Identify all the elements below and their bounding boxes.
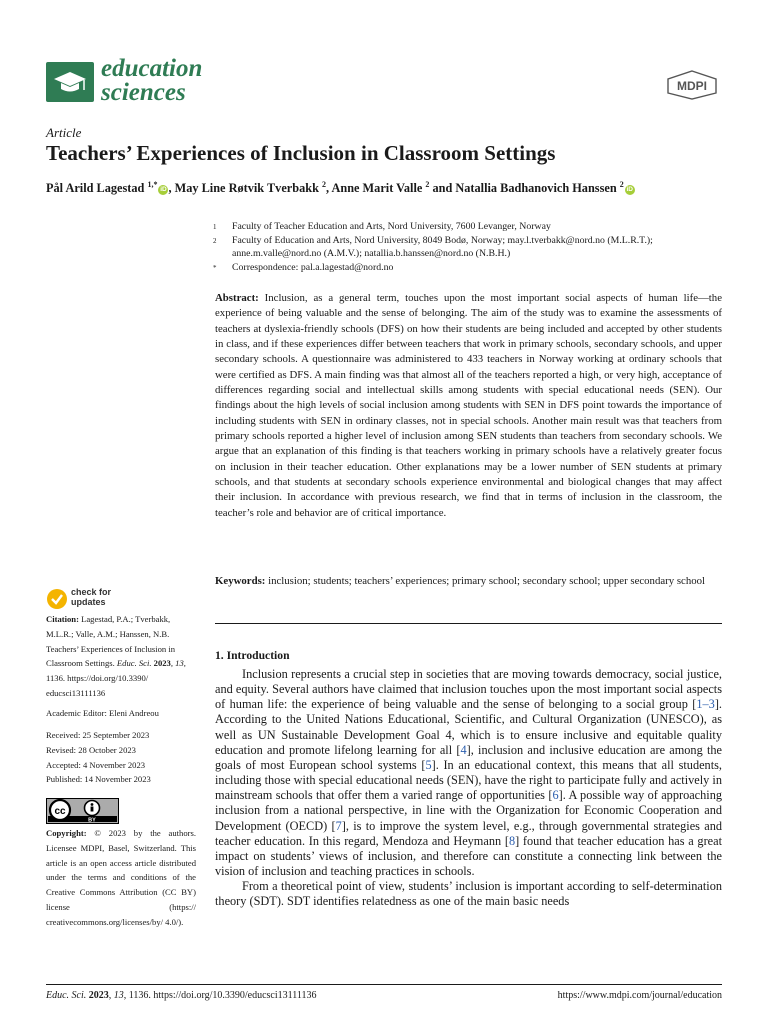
footer-journal: Educ. Sci. — [46, 990, 87, 1001]
reference-dash: – — [702, 697, 709, 712]
correspondence-mark: * — [213, 264, 217, 272]
paragraph-text: ], inclusion and inclusive education are among the goals of most European school systems [ — [215, 742, 722, 772]
revised-date: Revised: 28 October 2023 — [46, 744, 136, 755]
mdpi-logo-text: MDPI — [677, 79, 707, 93]
publication-dates — [46, 728, 196, 787]
author-affiliation-mark: 1,* — [147, 180, 158, 189]
keywords-label: Keywords: — [215, 575, 266, 587]
copyright-label: Copyright: — [46, 828, 87, 838]
correspondence — [215, 262, 725, 275]
author-name[interactable]: Anne Marit Valle — [331, 181, 423, 196]
section-divider — [215, 623, 722, 624]
check-for-updates-line2: updates — [71, 596, 106, 607]
author-affiliation-mark: 2 — [619, 180, 624, 189]
author-list — [46, 180, 635, 196]
author-affiliation-mark: 2 — [425, 180, 430, 189]
abstract-text: Inclusion, as a general term, touches upon the most important social aspects of human life—the experience of being valuable and the sense of belonging. The aim of the study was to examine the assessments of teachers at dyslexia-friendly schools (DFS) on how their students are being included and accepted by other students in class, and if these experiences differ between teachers that work in primary schools, secondary schools, and upper secondary schools. A questionnaire was administered to 433 teachers in Norway working at ordinary schools that were certified as DFS. A main finding was that almost all of the teachers reported a high, or very high, acceptance of differences regarding social and intellectual skills among students with special educational needs (SEN). Our findings about the high levels of social inclusion among students with SEN in DFS point towards the importance of including students with SEN in ordinary classes, not in special schools. Another main result was that teachers from primary schools reported a higher level of inclusion among SEN students than teachers from secondary schools. We argue that an explanation of this finding is that teachers working in primary schools have a relatively greater focus on inclusion in their teacher education. Other explanations may be a lower number of SEN students at primary schools, and that students at secondary schools experience environmental and biological changes that may affect their inclusion. In accordance with previous research, we find that in terms of inclusion in the classroom, the teacher’s role and behavior are of critical importance. — [215, 292, 722, 519]
author-name[interactable]: May Line Røtvik Tverbakk — [174, 181, 319, 196]
academic-editor: Academic Editor: Eleni Andreou — [46, 708, 159, 718]
orcid-icon[interactable]: iD — [626, 186, 633, 194]
introduction-body — [215, 667, 722, 910]
article-type: Article — [46, 125, 82, 140]
reference-link[interactable]: 8 — [508, 833, 516, 848]
footer-volume: , 13 — [108, 990, 124, 1001]
reference-link[interactable]: 5 — [425, 757, 432, 772]
footer-divider — [46, 984, 722, 985]
affiliation-text: Faculty of Teacher Education and Arts, Nord University, 7600 Levanger, Norway — [232, 221, 551, 232]
footer-year: 2023 — [86, 990, 109, 1001]
affiliation-number: 1 — [213, 223, 217, 231]
paragraph-text: ], is to improve the system level, e.g., through governmental strategies and teacher education. In this regard, Mendoza and Heymann [ — [215, 818, 722, 848]
accepted-date: Accepted: 4 November 2023 — [46, 759, 146, 770]
citation-year: 2023 — [151, 658, 171, 669]
journal-logo-icon — [46, 62, 94, 102]
paragraph-text: Inclusion represents a crucial step in societies that are moving towards democracy, social justice, and equity. Several authors have claimed that inclusion touches upon the most important social aspects of human life: the experience of being valuable and the sense of belonging to a social group [ — [215, 667, 722, 712]
author-affiliation-mark: 2 — [321, 180, 326, 189]
citation-label: Citation: — [46, 614, 79, 624]
citation-volume: , 13 — [170, 658, 184, 669]
author-separator: and — [429, 181, 456, 196]
by-icon-text: BY — [88, 817, 96, 824]
keywords-text: inclusion; students; teachers’ experiences; primary school; secondary school; upper secondary school — [265, 575, 706, 587]
reference-link[interactable]: 7 — [335, 818, 342, 833]
abstract — [215, 291, 722, 521]
citation-text: Lagestad, P.A.; Tverbakk, M.L.R.; Valle, A.M.; Hanssen, N.B. Teachers’ Experiences of Inclusion in Classroom Settings. — [46, 614, 176, 669]
mdpi-logo[interactable] — [666, 70, 718, 100]
author-separator: , — [325, 181, 332, 196]
received-date: Received: 25 September 2023 — [46, 730, 150, 740]
author-separator: , — [168, 181, 175, 196]
introduction-paragraph — [215, 667, 722, 879]
section-heading: 1. Introduction — [215, 649, 290, 662]
citation — [46, 612, 196, 701]
reference-link[interactable]: 3 — [708, 697, 715, 712]
footer-journal-url[interactable]: https://www.mdpi.com/journal/education — [557, 990, 722, 1001]
article-title: Teachers’ Experiences of Inclusion in Classroom Settings — [46, 141, 556, 165]
journal-name-line1: education — [101, 55, 203, 82]
paragraph-text: ]. A possible way of approaching inclusion from a national perspective, in line with the Organization for Economic Cooperation and Development (OECD) [ — [215, 788, 722, 833]
journal-name[interactable] — [101, 57, 202, 105]
cc-icon-text: cc — [54, 806, 66, 817]
journal-name-line2: sciences — [101, 79, 186, 106]
footer-doi[interactable]: , 1136. https://doi.org/10.3390/educsci13111136 — [123, 990, 317, 1001]
keywords — [215, 574, 722, 589]
affiliation — [215, 235, 725, 260]
citation-doi[interactable]: , 1136. https://doi.org/10.3390/ educsci13111136 — [46, 658, 186, 698]
author-name[interactable]: Natallia Badhanovich Hanssen — [455, 181, 617, 196]
copyright — [46, 826, 196, 930]
orcid-icon[interactable]: iD — [160, 186, 167, 194]
check-for-updates-line1: check for — [71, 587, 112, 597]
check-for-updates-button[interactable] — [71, 588, 111, 607]
footer-citation — [46, 990, 317, 1001]
cc-by-license-icon[interactable] — [46, 798, 119, 824]
introduction-paragraph: From a theoretical point of view, students’ inclusion is important according to self-determination theory (SDT). SDT identifies relatedness as one of the main basic needs — [215, 879, 722, 909]
reference-link[interactable]: 1 — [696, 697, 703, 712]
reference-link[interactable]: 6 — [552, 788, 559, 803]
citation-journal: Educ. Sci. — [116, 658, 152, 669]
correspondence-text: Correspondence: pal.a.lagestad@nord.no — [232, 262, 394, 273]
paragraph-text: ]. According to the United Nations Educational, Scientific, and Cultural Organization (UNESCO), as well as UN Sustainable Development Goal 4, which is to ensure inclusive and equitable quality education and promote lifelong learning for all [ — [215, 697, 722, 757]
copyright-text: © 2023 by the authors. Licensee MDPI, Basel, Switzerland. This article is an open access article distributed under the terms and conditions of the Creative Commons Attribution (CC BY) license (https:// creativecommons.org/licenses/by/ 4.0/). — [46, 828, 196, 927]
paragraph-text: ] found that teacher education has a great impact on students’ views of inclusion, and therefore can constitute a connecting link between the vision of inclusion and teaching practices in schools. — [215, 833, 722, 879]
paragraph-text: ]. In an educational context, this means that all students, including those with special educational needs (SEN), have the right to participate fully and actively in mainstream schools that offer them a varied range of opportunities [ — [215, 757, 722, 803]
reference-link[interactable]: 4 — [460, 742, 467, 757]
affiliation-number: 2 — [213, 237, 217, 245]
abstract-label: Abstract: — [215, 292, 259, 304]
author-name[interactable]: Pål Arild Lagestad — [46, 181, 145, 196]
check-for-updates-icon[interactable] — [46, 588, 68, 610]
published-date: Published: 14 November 2023 — [46, 774, 151, 785]
affiliation — [215, 221, 725, 234]
affiliation-text: Faculty of Education and Arts, Nord University, 8049 Bodø, Norway; may.l.tverbakk@nord.no (M.L.R.T.); anne.m.valle@nord.no (A.M.V.); natallia.b.hanssen@nord.no (N.B.H.) — [232, 235, 653, 259]
